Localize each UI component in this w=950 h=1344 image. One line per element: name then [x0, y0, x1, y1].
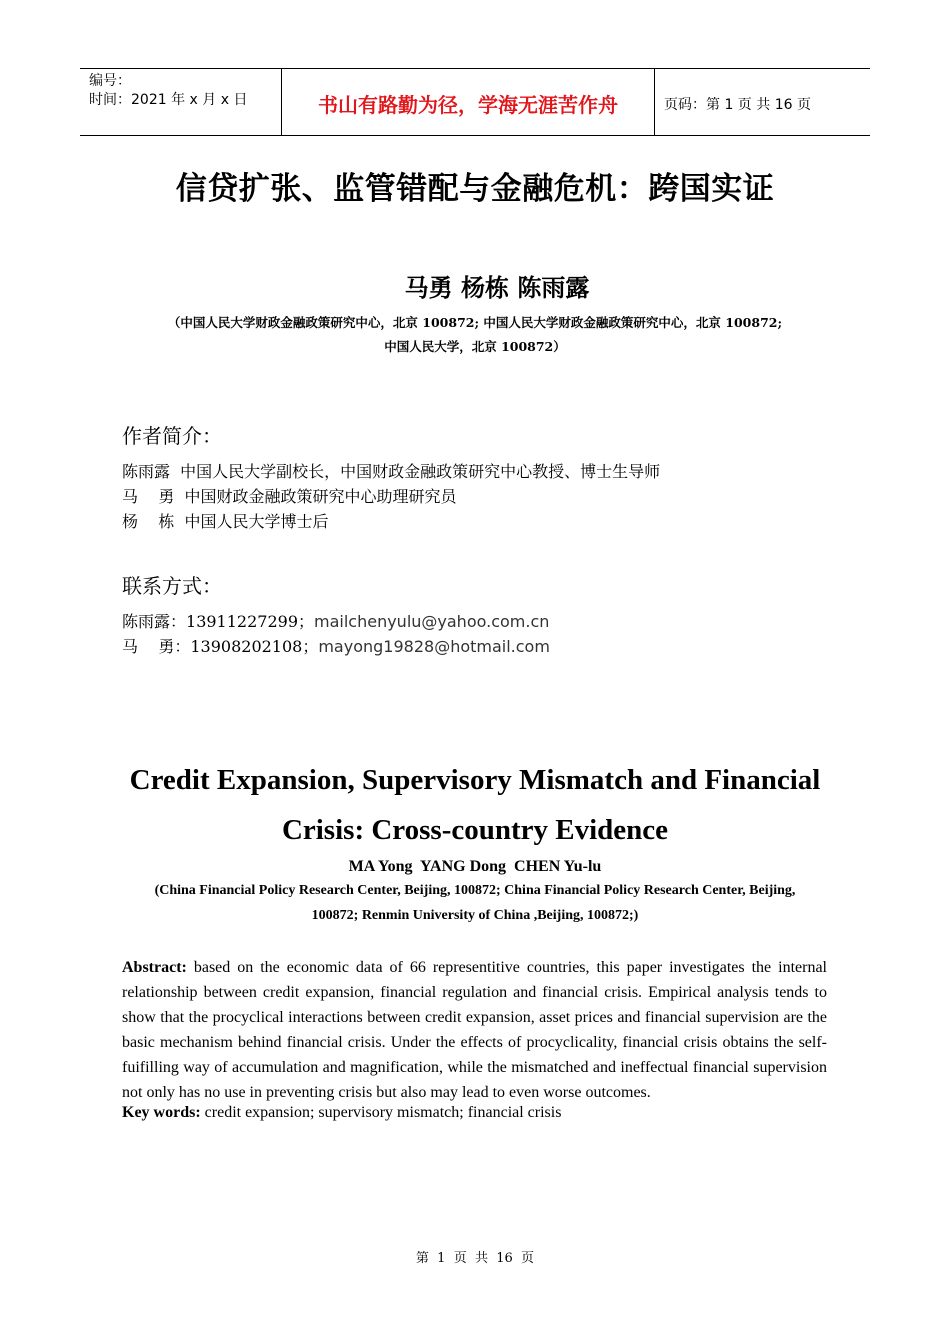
english-title-line-1: Credit Expansion, Supervisory Mismatch and Financial	[129, 764, 821, 796]
chinese-title: 信贷扩张、监管错配与金融危机：跨国实证	[175, 171, 775, 207]
contact-email[interactable]: mailchenyulu@yahoo.com.cn	[314, 612, 550, 631]
bio-line: 陈雨露 中国人民大学副校长，中国财政金融政策研究中心教授、博士生导师	[122, 462, 661, 481]
english-authors: MA Yong YANG Dong CHEN Yu-lu	[348, 858, 602, 875]
header-motto: 书山有路勤为径，学海无涯苦作舟	[281, 69, 655, 135]
english-affiliation-line-2: 100872; Renmin University of China ,Beijing, 100872;)	[311, 908, 639, 923]
header-page-info: 页码：第 1 页 共 16 页	[664, 96, 811, 113]
abstract-paragraph	[122, 955, 827, 1105]
contact-name: 陈雨露：	[122, 612, 187, 631]
contact-phone: 13911227299；	[186, 612, 314, 631]
contact-entry	[122, 634, 550, 657]
header-time-label: 时间：2021 年 x 月 x 日	[89, 92, 248, 108]
keywords-text: credit expansion; supervisory mismatch; financial crisis	[200, 1104, 562, 1121]
keywords-label: Key words:	[122, 1104, 201, 1121]
page-footer: 第 1 页 共 16 页	[415, 1251, 535, 1266]
header-number-label: 编号：	[89, 73, 131, 89]
contact-entry	[122, 609, 549, 632]
bio-line: 马 勇 中国财政金融政策研究中心助理研究员	[122, 487, 457, 506]
keywords-line	[122, 1104, 561, 1122]
document-header	[80, 68, 870, 136]
header-meta	[80, 69, 281, 135]
english-affiliation-line-1: (China Financial Policy Research Center, Beijing, 100872; China Financial Policy Research Center, Beijing,	[154, 883, 796, 898]
abstract-label: Abstract:	[122, 959, 187, 976]
abstract-text: based on the economic data of 66 representitive countries, this paper investigates the internal relationship between credit expansion, financial regulation and financial crisis. Empirical analysis tends to show that the procyclical interactions between credit expansion, asset prices and financial supervision are the basic mechanism behind financial crisis. Under the effects of procyclicality, financial crisis obtains the self-fuifilling way of accumulation and magnification, while the mismatched and ineffectual financial supervision not only has no use in preventing crisis but also may lead to even worse outcomes.	[122, 959, 827, 1101]
chinese-authors: 马勇 杨栋 陈雨露	[404, 273, 590, 302]
chinese-affiliation-line-2: 中国人民大学，北京 100872）	[384, 339, 566, 354]
contact-email[interactable]: mayong19828@hotmail.com	[318, 637, 550, 656]
contact-heading: 联系方式：	[122, 574, 222, 598]
english-title-line-2: Crisis: Cross-country Evidence	[281, 814, 669, 846]
contact-name: 马 勇：	[122, 637, 191, 656]
bio-line: 杨 栋 中国人民大学博士后	[122, 512, 329, 531]
chinese-affiliation-line-1: （中国人民大学财政金融政策研究中心，北京 100872; 中国人民大学财政金融政策研究中心，北京 100872;	[167, 315, 783, 330]
bio-heading: 作者简介：	[122, 424, 222, 448]
contact-phone: 13908202108；	[190, 637, 319, 656]
